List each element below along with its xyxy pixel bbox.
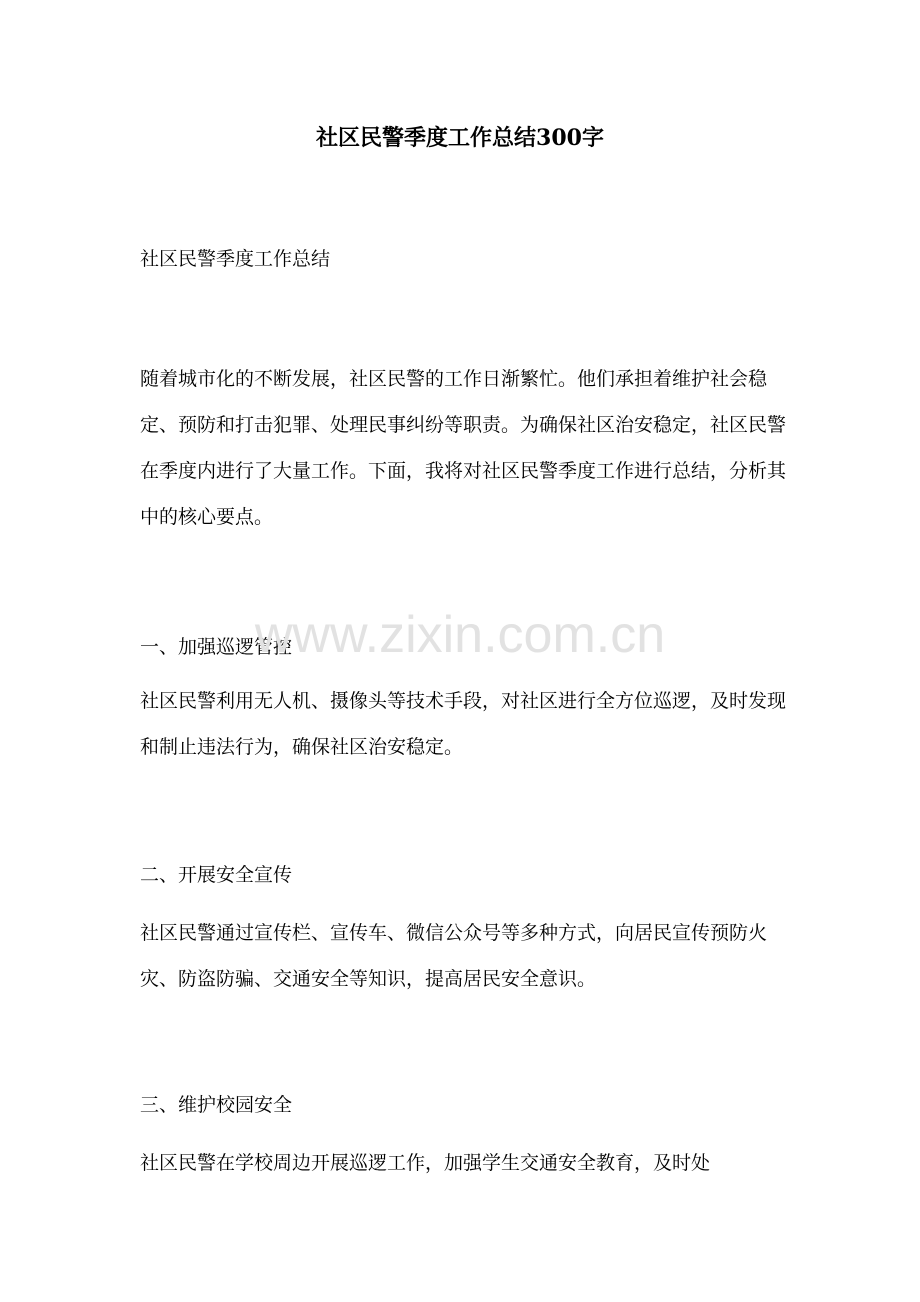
section-body-2: 社区民警通过宣传栏、宣传车、微信公众号等多种方式，向居民宣传预防火灾、防盗防骗、交通安全等知识，提高居民安全意识。 bbox=[140, 922, 768, 990]
section-heading-1: 一、加强巡逻管控 bbox=[140, 636, 293, 658]
document-subtitle: 社区民警季度工作总结 bbox=[140, 248, 331, 270]
document-title: 社区民警季度工作总结300字 bbox=[316, 125, 604, 151]
section-heading-2: 二、开展安全宣传 bbox=[140, 864, 293, 886]
watermark: www.zixin.com.cn bbox=[254, 606, 666, 664]
section-heading-3: 三、维护校园安全 bbox=[140, 1094, 293, 1116]
intro-paragraph: 随着城市化的不断发展，社区民警的工作日渐繁忙。他们承担着维护社会稳定、预防和打击犯罪、处理民事纠纷等职责。为确保社区治安稳定，社区民警在季度内进行了大量工作。下面，我将对社区民警季度工作进行总结，分析其中的核心要点。 bbox=[140, 368, 787, 528]
section-body-3: 社区民警在学校周边开展巡逻工作，加强学生交通安全教育，及时处 bbox=[140, 1152, 711, 1174]
section-body-1: 社区民警利用无人机、摄像头等技术手段，对社区进行全方位巡逻，及时发现和制止违法行为，确保社区治安稳定。 bbox=[140, 690, 787, 758]
